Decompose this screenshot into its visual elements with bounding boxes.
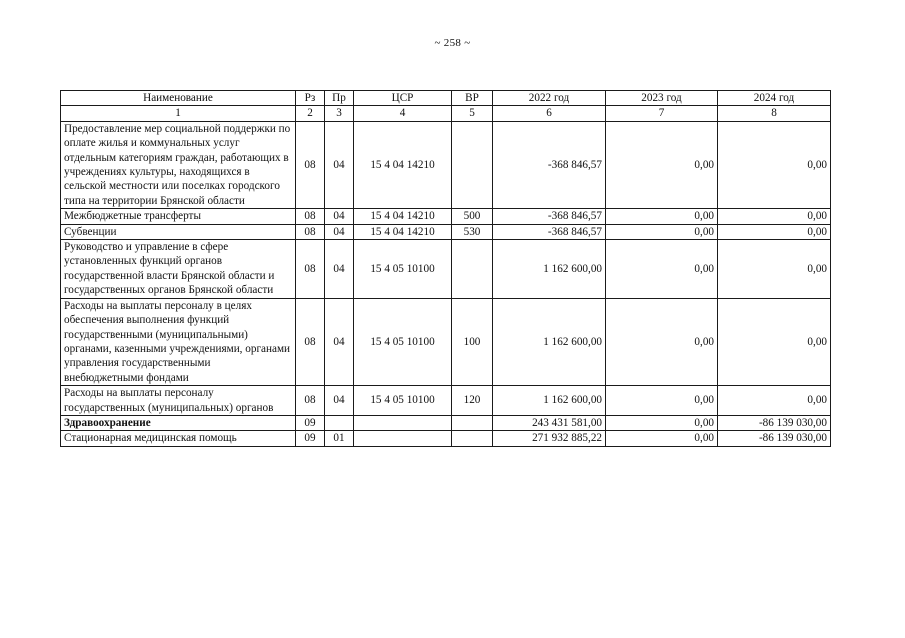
table-row bbox=[61, 298, 831, 385]
row-csr bbox=[354, 431, 452, 446]
column-number: 5 bbox=[452, 106, 493, 121]
row-2023: 0,00 bbox=[606, 121, 718, 208]
table-row bbox=[61, 209, 831, 224]
row-2022: -368 846,57 bbox=[493, 209, 606, 224]
header-2022: 2022 год bbox=[493, 91, 606, 106]
row-2024: 0,00 bbox=[718, 298, 831, 385]
row-name: Расходы на выплаты персоналу государственных (муниципальных) органов bbox=[61, 386, 296, 416]
row-2022: -368 846,57 bbox=[493, 224, 606, 239]
row-2023: 0,00 bbox=[606, 209, 718, 224]
row-csr: 15 4 04 14210 bbox=[354, 121, 452, 208]
header-name: Наименование bbox=[61, 91, 296, 106]
row-name: Субвенции bbox=[61, 224, 296, 239]
row-name: Руководство и управление в сфере установленных функций органов государственной власти Брянской области и государственных органов Брянской области bbox=[61, 240, 296, 299]
row-rz: 09 bbox=[296, 415, 325, 430]
row-name: Стационарная медицинская помощь bbox=[61, 431, 296, 446]
row-2023: 0,00 bbox=[606, 240, 718, 299]
row-csr bbox=[354, 415, 452, 430]
column-number: 4 bbox=[354, 106, 452, 121]
column-number: 6 bbox=[493, 106, 606, 121]
row-rz: 08 bbox=[296, 240, 325, 299]
row-csr: 15 4 05 10100 bbox=[354, 386, 452, 416]
row-2024: 0,00 bbox=[718, 386, 831, 416]
row-2024: -86 139 030,00 bbox=[718, 415, 831, 430]
table-body bbox=[61, 121, 831, 446]
row-2022: 243 431 581,00 bbox=[493, 415, 606, 430]
row-pr bbox=[325, 415, 354, 430]
row-csr: 15 4 04 14210 bbox=[354, 224, 452, 239]
header-vr: ВР bbox=[452, 91, 493, 106]
row-csr: 15 4 05 10100 bbox=[354, 240, 452, 299]
row-name: Межбюджетные трансферты bbox=[61, 209, 296, 224]
table-row bbox=[61, 121, 831, 208]
header-2023: 2023 год bbox=[606, 91, 718, 106]
row-2023: 0,00 bbox=[606, 224, 718, 239]
row-2024: 0,00 bbox=[718, 121, 831, 208]
row-vr bbox=[452, 431, 493, 446]
row-pr: 04 bbox=[325, 240, 354, 299]
row-2024: 0,00 bbox=[718, 209, 831, 224]
table-row bbox=[61, 240, 831, 299]
row-vr bbox=[452, 240, 493, 299]
row-2022: 1 162 600,00 bbox=[493, 386, 606, 416]
column-number-row bbox=[61, 106, 831, 121]
row-name: Здравоохранение bbox=[61, 415, 296, 430]
row-rz: 08 bbox=[296, 121, 325, 208]
column-number: 7 bbox=[606, 106, 718, 121]
column-number: 3 bbox=[325, 106, 354, 121]
row-2024: 0,00 bbox=[718, 224, 831, 239]
row-2023: 0,00 bbox=[606, 415, 718, 430]
row-pr: 04 bbox=[325, 209, 354, 224]
row-vr: 500 bbox=[452, 209, 493, 224]
row-pr: 04 bbox=[325, 121, 354, 208]
row-rz: 09 bbox=[296, 431, 325, 446]
row-pr: 01 bbox=[325, 431, 354, 446]
budget-table bbox=[60, 90, 831, 447]
row-2022: 1 162 600,00 bbox=[493, 298, 606, 385]
header-rz: Рз bbox=[296, 91, 325, 106]
table-row bbox=[61, 415, 831, 430]
row-pr: 04 bbox=[325, 224, 354, 239]
row-name: Расходы на выплаты персоналу в целях обеспечения выполнения функций государственными (муниципальными) органами, казенными учреждениями, органами управления государственными внебюджетными фондами bbox=[61, 298, 296, 385]
row-vr: 530 bbox=[452, 224, 493, 239]
row-rz: 08 bbox=[296, 224, 325, 239]
row-2024: -86 139 030,00 bbox=[718, 431, 831, 446]
row-vr: 120 bbox=[452, 386, 493, 416]
row-2023: 0,00 bbox=[606, 431, 718, 446]
header-csr: ЦСР bbox=[354, 91, 452, 106]
row-vr bbox=[452, 415, 493, 430]
table-row bbox=[61, 431, 831, 446]
column-number: 1 bbox=[61, 106, 296, 121]
row-2023: 0,00 bbox=[606, 298, 718, 385]
header-row bbox=[61, 91, 831, 106]
row-vr: 100 bbox=[452, 298, 493, 385]
row-2022: 271 932 885,22 bbox=[493, 431, 606, 446]
row-rz: 08 bbox=[296, 386, 325, 416]
row-2022: -368 846,57 bbox=[493, 121, 606, 208]
column-number: 8 bbox=[718, 106, 831, 121]
table-row bbox=[61, 224, 831, 239]
header-pr: Пр bbox=[325, 91, 354, 106]
row-pr: 04 bbox=[325, 298, 354, 385]
row-2022: 1 162 600,00 bbox=[493, 240, 606, 299]
row-rz: 08 bbox=[296, 298, 325, 385]
row-2023: 0,00 bbox=[606, 386, 718, 416]
header-2024: 2024 год bbox=[718, 91, 831, 106]
page-number: ~ 258 ~ bbox=[434, 37, 471, 49]
row-rz: 08 bbox=[296, 209, 325, 224]
row-csr: 15 4 05 10100 bbox=[354, 298, 452, 385]
row-pr: 04 bbox=[325, 386, 354, 416]
row-vr bbox=[452, 121, 493, 208]
column-number: 2 bbox=[296, 106, 325, 121]
row-csr: 15 4 04 14210 bbox=[354, 209, 452, 224]
table-row bbox=[61, 386, 831, 416]
row-2024: 0,00 bbox=[718, 240, 831, 299]
row-name: Предоставление мер социальной поддержки по оплате жилья и коммунальных услуг отдельным категориям граждан, работающих в учреждениях культуры, находящихся в сельской местности или поселках городского типа на территории Брянской области bbox=[61, 121, 296, 208]
